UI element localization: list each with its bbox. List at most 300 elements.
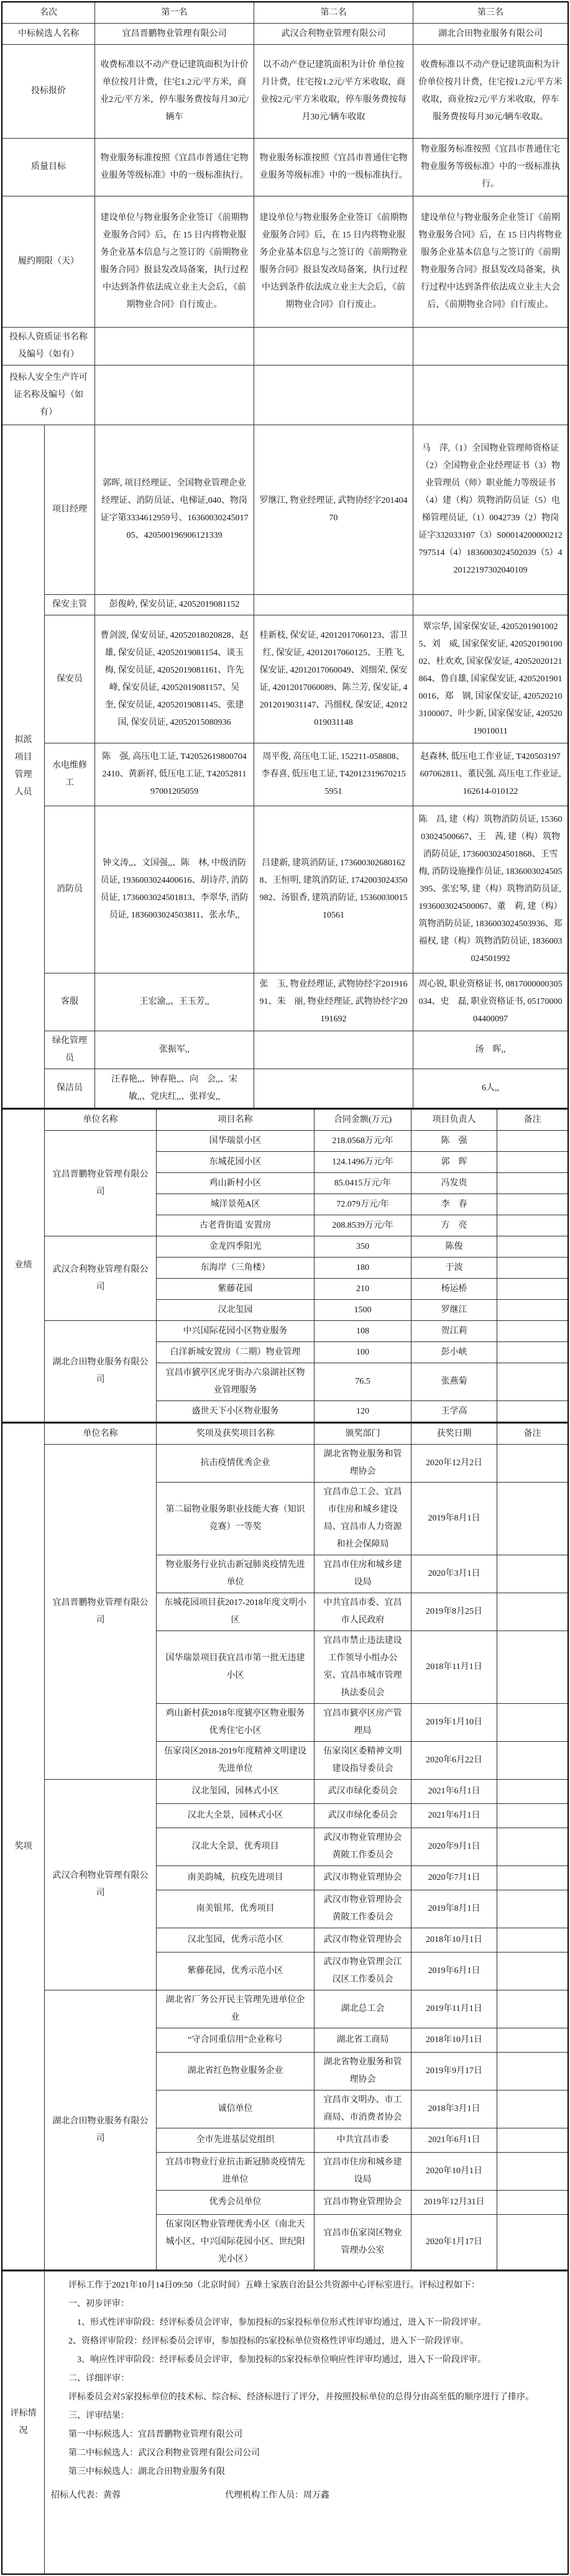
award-row	[157, 1865, 568, 1890]
third-candidate-cell: 湖北合田物业服务有限公司	[438, 29, 543, 39]
award-date-cell: 2021年6月1日	[411, 1804, 497, 1828]
second-candidate-cell: 周平俊, 高压电工证, 152211-058808、李春喜, 低压电工证, T420123196702155951	[254, 743, 413, 806]
second-candidate-cell: 吕建新, 建筑消防证, 1736003026801628、王恒明, 建筑消防证, 1742003024350982、汤银香, 建筑消防证, 1536003001510561	[254, 806, 413, 973]
award-date-header: 获奖日期	[411, 1424, 497, 1444]
performance-row	[157, 1363, 568, 1401]
award-row	[157, 2128, 568, 2152]
awards-groups	[45, 1445, 568, 2270]
first-place-header: 第一名	[95, 2, 254, 23]
project-leader-cell: 罗继江	[411, 1300, 497, 1320]
evaluation-section	[2, 2270, 568, 2574]
note-cell	[497, 1953, 568, 1990]
award-date-cell: 2019年8月25日	[411, 1593, 497, 1631]
company-name-header: 单位名称	[45, 1424, 157, 1444]
rank-header-row	[2, 2, 568, 24]
project-name-cell: 紫藤花园	[157, 1279, 315, 1299]
awarding-department-cell: 伍家岗区委精神文明建设指导委员会	[315, 1742, 411, 1779]
award-row	[157, 1780, 568, 1803]
awarding-department-cell: 武汉市绿化委员会	[315, 1804, 411, 1828]
staff-row	[45, 615, 568, 743]
project-name-cell: 汉北玺园	[157, 1300, 315, 1320]
performance-row	[157, 1172, 568, 1194]
company-name-cell: 武汉合利物业管理有限公司	[45, 1780, 157, 1990]
project-leader-cell: 陈 强	[411, 1131, 497, 1151]
evaluation-section-label: 评标情况	[2, 2271, 45, 2574]
note-cell	[497, 1131, 568, 1151]
award-date-cell: 2020年3月1日	[411, 1555, 497, 1593]
note-cell	[497, 1321, 568, 1341]
award-row	[157, 1803, 568, 1828]
project-leader-cell: 贺江莉	[411, 1321, 497, 1341]
performance-header-row	[45, 1110, 568, 1131]
note-header: 备注	[523, 1115, 541, 1125]
first-candidate-cell	[95, 328, 254, 365]
award-row	[157, 2214, 568, 2270]
performance-section	[2, 1108, 568, 1422]
third-candidate-cell	[413, 595, 568, 615]
awarding-department-cell: 湖北省物业服务和管理协会	[315, 1445, 411, 1482]
award-name-cell: 国华瑞景项目获宜昌市第一批无违建小区	[157, 1631, 315, 1703]
project-leader-cell: 王学高	[411, 1401, 497, 1422]
project-leader-header: 项目负责人	[411, 1110, 497, 1130]
row-label: 质量目标	[2, 139, 95, 196]
evaluation-paragraph: 第二中标候选人：武汉合利物业管理有限公司公司	[51, 2449, 260, 2458]
note-cell	[497, 1928, 568, 1952]
performance-row	[157, 1257, 568, 1278]
award-date-cell: 2019年9月17日	[411, 2053, 497, 2090]
performance-rows	[157, 1131, 568, 1236]
staff-role-label: 保安员	[45, 615, 95, 743]
award-date-cell: 2019年12月31日	[411, 2191, 497, 2214]
third-candidate-cell: 陈 昌, 建（构）筑物消防员证, 1536003024500667、王 茜, 建（构）筑物消防员证, 1736003024501868、王雪梅, 消防设施操作员证, 1836003024505395、张宏琴, 建（构）筑物消防员证, 1936003024500067、董 莉, 建（构）筑物消防员证, 1836003024503936、郑福权, 建（构）筑物消防员证, 1836003024501992	[418, 815, 563, 964]
project-leader-cell: 郭 晖	[411, 1152, 497, 1172]
awards-table	[45, 1424, 568, 2270]
second-candidate-cell: 物业服务标准按照《宜昌市普通住宅物业服务等级标准》中的一级标准执行。	[254, 139, 413, 196]
award-date-cell: 2019年8月1日	[411, 1483, 497, 1555]
awards-section	[2, 1422, 568, 2270]
awarding-department-cell: 武汉市物业管理协会	[315, 1928, 411, 1952]
award-row	[157, 1631, 568, 1703]
contract-amount-cell: 108	[315, 1321, 411, 1341]
company-name-header: 单位名称	[45, 1110, 157, 1130]
project-name-cell: 鸡山新村小区	[157, 1173, 315, 1194]
project-leader-cell: 杨运桥	[411, 1279, 497, 1299]
note-cell	[497, 2215, 568, 2270]
note-cell	[497, 1704, 568, 1741]
note-cell	[497, 1236, 568, 1257]
awards-rows	[157, 1990, 568, 2270]
note-cell	[497, 1555, 568, 1593]
note-cell	[497, 2053, 568, 2090]
second-candidate-cell	[254, 328, 413, 365]
award-date-cell: 2018年3月1日	[411, 2091, 497, 2128]
candidate-comparison-section	[2, 2, 568, 1108]
note-cell	[497, 1990, 568, 2028]
performance-company-group	[45, 1236, 568, 1320]
second-candidate-cell	[254, 366, 413, 425]
rank-label: 名次	[2, 2, 95, 23]
note-cell	[497, 2128, 568, 2152]
award-row	[157, 2152, 568, 2190]
award-date-cell: 2019年1月10日	[411, 1704, 497, 1741]
award-row	[157, 1555, 568, 1593]
staff-role-label: 水电维修工	[45, 743, 95, 806]
award-name-cell: 汉北玺园，优秀示范小区	[157, 1928, 315, 1952]
staff-row	[45, 594, 568, 615]
performance-row	[157, 1321, 568, 1341]
note-cell	[497, 1631, 568, 1703]
awarding-department-cell: 宜昌市总工会、宜昌市住房和城乡建设局、宜昌市人力资源和社会保障局	[315, 1483, 411, 1555]
candidate-row	[2, 24, 568, 44]
first-candidate-cell: 彭俊岭, 保安员证, 42052019081152	[95, 595, 254, 615]
contract-amount-cell: 350	[315, 1236, 411, 1257]
awarding-department-cell: 宜昌市物业管理协会	[315, 2191, 411, 2214]
project-name-cell: 白洋新城安置房（二期）物业管理	[157, 1342, 315, 1363]
awarding-department-cell: 武汉市物业管理协会黄陂工作委员会	[315, 1890, 411, 1928]
second-place-header: 第二名	[254, 2, 413, 23]
contract-amount-cell: 124.1496万元/年	[315, 1152, 411, 1172]
awards-section-label: 奖项	[2, 1424, 45, 2270]
performance-row	[157, 1299, 568, 1320]
note-cell	[497, 1401, 568, 1422]
award-row	[157, 1593, 568, 1631]
performance-row	[157, 1341, 568, 1363]
awards-rows	[157, 1780, 568, 1990]
award-name-cell: 鸡山新村获2018年度猇亭区物业服务优秀住宅小区	[157, 1704, 315, 1741]
first-candidate-cell: 郭晖, 项目经理证、全国物业管理企业经理证、消防员证、电梯证,040、物岗证字第3334612959号、1636003024501705、420500196906121339	[95, 425, 254, 594]
staff-row	[45, 1069, 568, 1108]
award-date-cell: 2020年6月22日	[411, 1742, 497, 1779]
third-candidate-cell: 汤 晖,,	[475, 1045, 506, 1054]
row-label: 投标人安全生产许可证名称及编号（如有）	[2, 366, 95, 425]
note-cell	[497, 1828, 568, 1865]
third-candidate-cell: 收费标准以不动产登记建筑面积为计价单位按月计费，住宅按1.2元/平方米收取，商业按2元/平方米收取，停车服务费按每月30元/辆车收取。	[418, 60, 563, 122]
candidate-row	[2, 138, 568, 196]
note-cell	[497, 1363, 568, 1401]
award-name-cell: 东城花园项目获2017-2018年度文明小区	[157, 1593, 315, 1631]
note-cell	[497, 1300, 568, 1320]
evaluation-paragraph: 2、资格评审阶段：经评标委员会评审，参加投标的5家投标单位资格性评审均通过，进入下一阶段评审。	[51, 2337, 469, 2346]
second-candidate-cell: 桂新枝, 保安证, 42012017060123、雷卫红, 保安证, 42012017060125、王胜飞, 保安证, 42012017060049、刘细荣, 保安证, 42012017060089、陈兰芳, 保安证, 42012019031147、冯细权, 保安证, 42012019031148	[254, 615, 413, 743]
evaluation-paragraph: 评标工作于2021年10月14日09:50（北京时间）五峰土家族自治县公共资源中心评标室进行。评标过程如下：	[51, 2281, 480, 2290]
awards-company-group	[45, 1779, 568, 1990]
project-name-cell: 古老背街道 安置房	[157, 1215, 315, 1236]
third-candidate-cell	[413, 366, 568, 425]
third-candidate-cell: 马 萍,（1）全国物业管理师资格证（2）全国物业企业经理证书（3）物业管理员（师）职业能力等级证书（4）建（构）筑物消防员证（5）电梯管理员证,（1）0042739（2）物岗证字332033107（3）S00014200000212797514（4）1836003024502039（5）420122197302040109	[418, 444, 563, 575]
staff-row	[45, 425, 568, 594]
project-name-cell: 中兴国际花园小区物业服务	[157, 1321, 315, 1341]
performance-groups	[45, 1131, 568, 1422]
award-name-cell: 全市先进基层党组织	[157, 2128, 315, 2152]
row-label: 投标报价	[2, 45, 95, 138]
candidate-rows	[2, 24, 568, 425]
note-cell	[497, 1279, 568, 1299]
first-candidate-cell: 王宏渝,,、王玉芳,,	[95, 973, 254, 1031]
tenderee-representative: 招标人代表：黄蓉	[51, 2491, 121, 2500]
performance-company-group	[45, 1320, 568, 1422]
award-date-cell: 2020年1月17日	[411, 2215, 497, 2270]
award-row	[157, 1482, 568, 1555]
award-date-cell: 2019年6月1日	[411, 1953, 497, 1990]
award-name-cell: 宜昌市物业行业抗击新冠肺炎疫情先进单位	[157, 2153, 315, 2190]
note-cell	[497, 2191, 568, 2214]
awarding-department-cell: 湖北省工商局	[315, 2028, 411, 2052]
staff-row	[45, 806, 568, 973]
award-row	[157, 2028, 568, 2052]
candidate-row	[2, 327, 568, 365]
award-date-cell: 2020年12月2日	[411, 1445, 497, 1482]
award-date-cell: 2020年7月1日	[411, 1866, 497, 1890]
performance-company-group	[45, 1131, 568, 1236]
bid-result-publicity-table	[1, 1, 569, 2575]
awards-company-group	[45, 1445, 568, 1779]
award-row	[157, 1990, 568, 2028]
evaluation-paragraph: 三、评审结果：	[51, 2411, 129, 2421]
candidate-row	[2, 44, 568, 138]
award-date-cell: 2021年6月1日	[411, 2128, 497, 2152]
project-name-cell: 国华瑞景小区	[157, 1131, 315, 1151]
evaluation-paragraph: 评标委员会对5家投标单位的技术标、综合标、经济标进行了评分，并按照投标单位的总得分由高至低的顺序进行了排序。	[51, 2393, 534, 2402]
company-name-cell: 宜昌晋鹏物业管理有限公司	[45, 1131, 157, 1236]
award-row	[157, 1952, 568, 1990]
project-name-cell: 金龙四季阳光	[157, 1236, 315, 1257]
award-row	[157, 1890, 568, 1928]
project-name-cell: 东海岸（三角楼）	[157, 1258, 315, 1278]
first-candidate-cell: 张振军,,	[95, 1031, 254, 1069]
second-candidate-cell	[254, 1069, 413, 1108]
project-leader-cell: 冯发贵	[411, 1173, 497, 1194]
company-name-cell: 湖北合田物业服务有限公司	[45, 1321, 157, 1422]
awarding-department-header: 颁奖部门	[315, 1424, 411, 1444]
agency-staff: 代理机构工作人员：周万鑫	[225, 2491, 329, 2500]
award-row	[157, 1828, 568, 1865]
contract-amount-cell: 76.5	[315, 1363, 411, 1401]
awarding-department-cell: 宜昌市文明办、市工商局、市消费者协会	[315, 2091, 411, 2128]
award-row	[157, 2052, 568, 2090]
note-cell	[497, 1342, 568, 1363]
award-name-cell: 诚信单位	[157, 2091, 315, 2128]
awarding-department-cell: 宜昌市禁止违法建设工作领导小组办公室、宜昌市城市管理执法委员会	[315, 1631, 411, 1703]
project-name-cell: 宜昌市猇亭区虎牙街办六泉湖社区物业管理服务	[157, 1363, 315, 1401]
proposed-staff-label: 拟派项目管理人员	[2, 425, 45, 1108]
award-date-cell: 2021年6月1日	[411, 1780, 497, 1803]
evaluation-paragraph: 第一中标候选人：宜昌晋鹏物业管理有限公司	[51, 2430, 242, 2439]
second-candidate-cell	[254, 1031, 413, 1069]
award-date-cell: 2019年11月1日	[411, 1990, 497, 2028]
award-date-cell: 2018年10月1日	[411, 1928, 497, 1952]
first-candidate-cell: 收费标准以不动产登记建筑面积为计价单位按月计费，住宅1.2元/平方米，商业2元/平方米，停车服务费按每月30元/辆车	[95, 45, 254, 138]
award-date-cell: 2019年8月1日	[411, 1890, 497, 1928]
award-row	[157, 1741, 568, 1779]
first-candidate-cell: 钟文涛,,、文国强,,、陈 林, 中级消防员证, 1936003024400616、胡诗芹, 消防员证, 1736003024501813、李翠华, 消防员证, 1836003024503811、张永华,,	[95, 806, 254, 973]
award-row	[157, 2090, 568, 2128]
evaluation-paragraph: 3、响应性评审阶段：经评标委员会评审，参加投标的5家投标单位响应性评审均通过，进入下一阶段评审。	[51, 2355, 486, 2365]
project-leader-cell: 张燕菊	[411, 1363, 497, 1401]
first-candidate-cell: 曹剑波, 保安员证, 42052018020828、赵 雄, 保安员证, 42052019081154、谈玉梅, 保安员证, 42052019081161、许先峰, 保安员证, 42052019081157、吴 奎, 保安员证, 42052019081145、张建国, 保安员证, 42052015080936	[95, 615, 254, 743]
note-cell	[497, 2091, 568, 2128]
second-candidate-cell: 罗继江, 物业经理证, 武物协经字20140470	[254, 425, 413, 594]
project-leader-cell: 彭小峡	[411, 1342, 497, 1363]
awarding-department-cell: 宜昌市住房和城乡建设局	[315, 2153, 411, 2190]
second-candidate-cell	[254, 595, 413, 615]
awarding-department-cell: 中共宜昌市委	[315, 2128, 411, 2152]
company-name-cell: 武汉合利物业管理有限公司	[45, 1236, 157, 1320]
award-row	[157, 1445, 568, 1482]
third-candidate-cell: 6人,,	[482, 1083, 499, 1093]
performance-row	[157, 1278, 568, 1299]
contract-amount-cell: 120	[315, 1401, 411, 1422]
awarding-department-cell: 武汉市物业管理协会黄陂工作委员会	[315, 1828, 411, 1865]
note-cell	[497, 1173, 568, 1194]
awarding-department-cell: 武汉市物业管理协会	[315, 1866, 411, 1890]
award-name-cell: 抗击疫情优秀企业	[157, 1445, 315, 1482]
contract-amount-cell: 100	[315, 1342, 411, 1363]
company-name-cell: 宜昌晋鹏物业管理有限公司	[45, 1445, 157, 1779]
evaluation-paragraph: 二、详细评审：	[51, 2374, 129, 2383]
evaluation-footer	[51, 2486, 559, 2505]
project-leader-cell: 于波	[411, 1258, 497, 1278]
contract-amount-cell: 218.0568万元/年	[315, 1131, 411, 1151]
award-name-header: 奖项及获奖项目名称	[157, 1424, 315, 1444]
note-cell	[497, 1890, 568, 1928]
award-name-cell: 汉北玺园，园林式小区	[157, 1780, 315, 1803]
staff-role-label: 保洁员	[45, 1069, 95, 1108]
awarding-department-cell: 宜昌市伍家岗区物业管理办公室	[315, 2215, 411, 2270]
award-name-cell: 第二届物业服务职业技能大赛（知识竞赛）一等奖	[157, 1483, 315, 1555]
contract-amount-cell: 72.079万元/年	[315, 1194, 411, 1215]
note-cell	[497, 1866, 568, 1890]
award-name-cell: 汉北大全景，优秀项目	[157, 1828, 315, 1865]
project-leader-cell: 方 亮	[411, 1215, 497, 1236]
award-row	[157, 1928, 568, 1952]
evaluation-content	[45, 2271, 568, 2574]
performance-rows	[157, 1321, 568, 1422]
performance-rows	[157, 1236, 568, 1320]
performance-row	[157, 1401, 568, 1422]
awarding-department-cell: 湖北省物业服务和管理协会	[315, 2053, 411, 2090]
note-cell	[497, 1215, 568, 1236]
row-label: 履约期限（天）	[2, 196, 95, 327]
staff-role-label: 保安主管	[45, 595, 95, 615]
evaluation-paragraphs	[51, 2276, 559, 2482]
contract-amount-cell: 85.0415万元/年	[315, 1173, 411, 1194]
proposed-staff-block	[2, 425, 568, 1108]
first-candidate-cell: 陈 强, 高压电工证, T420526198007042410、黄新祥, 低压电工证, T4205281197001205059	[95, 743, 254, 806]
note-cell	[497, 1258, 568, 1278]
contract-amount-cell: 210	[315, 1279, 411, 1299]
award-row	[157, 1703, 568, 1741]
first-candidate-cell: 汪春艳,,、钟春艳,,、向 会,,、宋 敏,,、党庆红,,、张祥安,,	[95, 1069, 254, 1108]
company-name-cell: 湖北合田物业服务有限公司	[45, 1990, 157, 2270]
note-cell	[497, 1445, 568, 1482]
note-cell	[497, 2153, 568, 2190]
awards-header-row	[45, 1424, 568, 1445]
note-cell	[497, 1780, 568, 1803]
first-candidate-cell	[95, 366, 254, 425]
staff-role-label: 客服	[45, 973, 95, 1031]
awarding-department-cell: 武汉市绿化委员会	[315, 1780, 411, 1803]
note-cell	[497, 1742, 568, 1779]
first-candidate-cell: 宜昌晋鹏物业管理有限公司	[95, 24, 254, 44]
award-date-cell: 2018年11月1日	[411, 1631, 497, 1703]
staff-role-label: 消防员	[45, 806, 95, 973]
award-name-cell: 物业服务行业抗击新冠肺炎疫情先进单位	[157, 1555, 315, 1593]
project-name-cell: 东城花园小区	[157, 1152, 315, 1172]
second-candidate-cell: 建设单位与物业服务企业签订《前期物业服务合同》后，在 15 日内将物业服务企业基本信息与之签订的《前期物业服务合同》报县发改局备案，执行过程中达到条件依法成立业主大会后，《前期物业合同》自行废止。	[254, 196, 413, 327]
third-candidate-cell	[413, 328, 568, 365]
third-place-header: 第三名	[477, 7, 503, 17]
staff-row	[45, 1031, 568, 1069]
evaluation-paragraph: 一、初步评审：	[51, 2299, 129, 2309]
award-name-cell: 优秀会员单位	[157, 2191, 315, 2214]
performance-row	[157, 1236, 568, 1257]
third-candidate-cell: 建设单位与物业服务企业签订《前期物业服务合同》后，在 15 日内将物业服务企业基本信息与之签订的《前期物业服务合同》报县发改局备案，执行过程中达到条件依法成立业主大会后，《前期物业合同》自行废止。	[418, 213, 563, 310]
second-candidate-cell: 武汉合利物业管理有限公司	[254, 24, 413, 44]
performance-section-label: 业绩	[2, 1110, 45, 1422]
third-candidate-cell: 物业服务标准按照《宜昌市普通住宅物业服务等级标准》中的一级标准执行。	[421, 145, 560, 189]
project-leader-cell: 李 春	[411, 1194, 497, 1215]
project-name-cell: 城洋景苑A区	[157, 1194, 315, 1215]
awarding-department-cell: 武汉市物业管理会江汉区工作委员会	[315, 1953, 411, 1990]
evaluation-paragraph: 1、形式性评审阶段：经评标委员会评审，参加投标的5家投标单位形式性评审均通过，进入下一阶段评审。	[51, 2318, 486, 2327]
note-cell	[497, 2028, 568, 2052]
award-name-cell: 伍家岗区物业管理优秀小区（南北天城小区、中兴国际花园小区、世纪阳光小区）	[157, 2215, 315, 2270]
staff-role-label: 项目经理	[45, 425, 95, 594]
note-cell	[497, 1152, 568, 1172]
award-name-cell: 湖北省红色物业服务企业	[157, 2053, 315, 2090]
candidate-row	[2, 196, 568, 327]
second-candidate-cell: 以不动产登记建筑面积为计价 单位按月计费，住宅按1.2元/平方米收取，商业按2元/平方米收取，停车服务费按每月30元/辆车收取	[254, 45, 413, 138]
first-candidate-cell: 建设单位与物业服务企业签订《前期物业服务合同》后，在 15 日内将物业服务企业基本信息与之签订的《前期物业服务合同》报县发改局备案，执行过程中达到条件依法成立业主大会后，《前期物业合同》自行废止。	[95, 196, 254, 327]
note-cell	[497, 1804, 568, 1828]
third-candidate-cell: 赵森林, 低压电工作业证, T420503197607062811、董民强, 高压电工作业证, 162614-010122	[420, 752, 561, 796]
contract-amount-cell: 180	[315, 1258, 411, 1278]
contract-amount-header: 合同金额(万元)	[315, 1110, 411, 1130]
awarding-department-cell: 中共宜昌市委、宜昌市人民政府	[315, 1593, 411, 1631]
third-candidate-cell: 覃宗华, 国家保安证, 42052019010025、刘 威, 国家保安证, 42052019010002、杜欢欢, 国家保安证, 42052020121864、鲁自雄, 国家保安证, 42052019010016、郑 钢, 国家保安证, 4205202103100007、叶少新, 国家保安证, 42052019010011	[418, 622, 563, 736]
note-cell	[497, 1194, 568, 1215]
awarding-department-cell: 湖北总工会	[315, 1990, 411, 2028]
contract-amount-cell: 1500	[315, 1300, 411, 1320]
performance-row	[157, 1151, 568, 1172]
performance-row	[157, 1194, 568, 1215]
performance-table	[45, 1110, 568, 1422]
award-date-cell: 2018年10月1日	[411, 2028, 497, 2052]
note-cell	[497, 1483, 568, 1555]
note-header: 备注	[523, 1428, 541, 1438]
project-leader-cell: 陈俊	[411, 1236, 497, 1257]
project-name-header: 项目名称	[157, 1110, 315, 1130]
candidate-row	[2, 365, 568, 425]
staff-row	[45, 973, 568, 1031]
award-date-cell: 2020年9月1日	[411, 1828, 497, 1865]
award-row	[157, 2190, 568, 2214]
row-label: 投标人资质证书名称及编号（如有）	[2, 328, 95, 365]
performance-row	[157, 1215, 568, 1236]
award-name-cell: 南美银邦，优秀项目	[157, 1890, 315, 1928]
project-name-cell: 盛世天下小区物业服务	[157, 1401, 315, 1422]
awards-company-group	[45, 1990, 568, 2270]
evaluation-paragraph: 第三中标候选人：湖北合田物业服务有限	[51, 2467, 225, 2477]
first-candidate-cell: 物业服务标准按照《宜昌市普通住宅物业服务等级标准》中的一级标准执行。	[95, 139, 254, 196]
award-name-cell: 汉北大全景，园林式小区	[157, 1804, 315, 1828]
staff-role-label: 绿化管理员	[45, 1031, 95, 1069]
award-name-cell: 伍家岗区2018-2019年度精神文明建设先进单位	[157, 1742, 315, 1779]
third-candidate-cell: 周心锐, 职业资格证书, 0817000000305034、史 磊, 职业资格证书, 0517000004400097	[418, 980, 563, 1024]
award-name-cell: 湖北省厂务公开民主管理先进单位企业	[157, 1990, 315, 2028]
row-label: 中标候选人名称	[2, 24, 95, 44]
awards-rows	[157, 1445, 568, 1779]
